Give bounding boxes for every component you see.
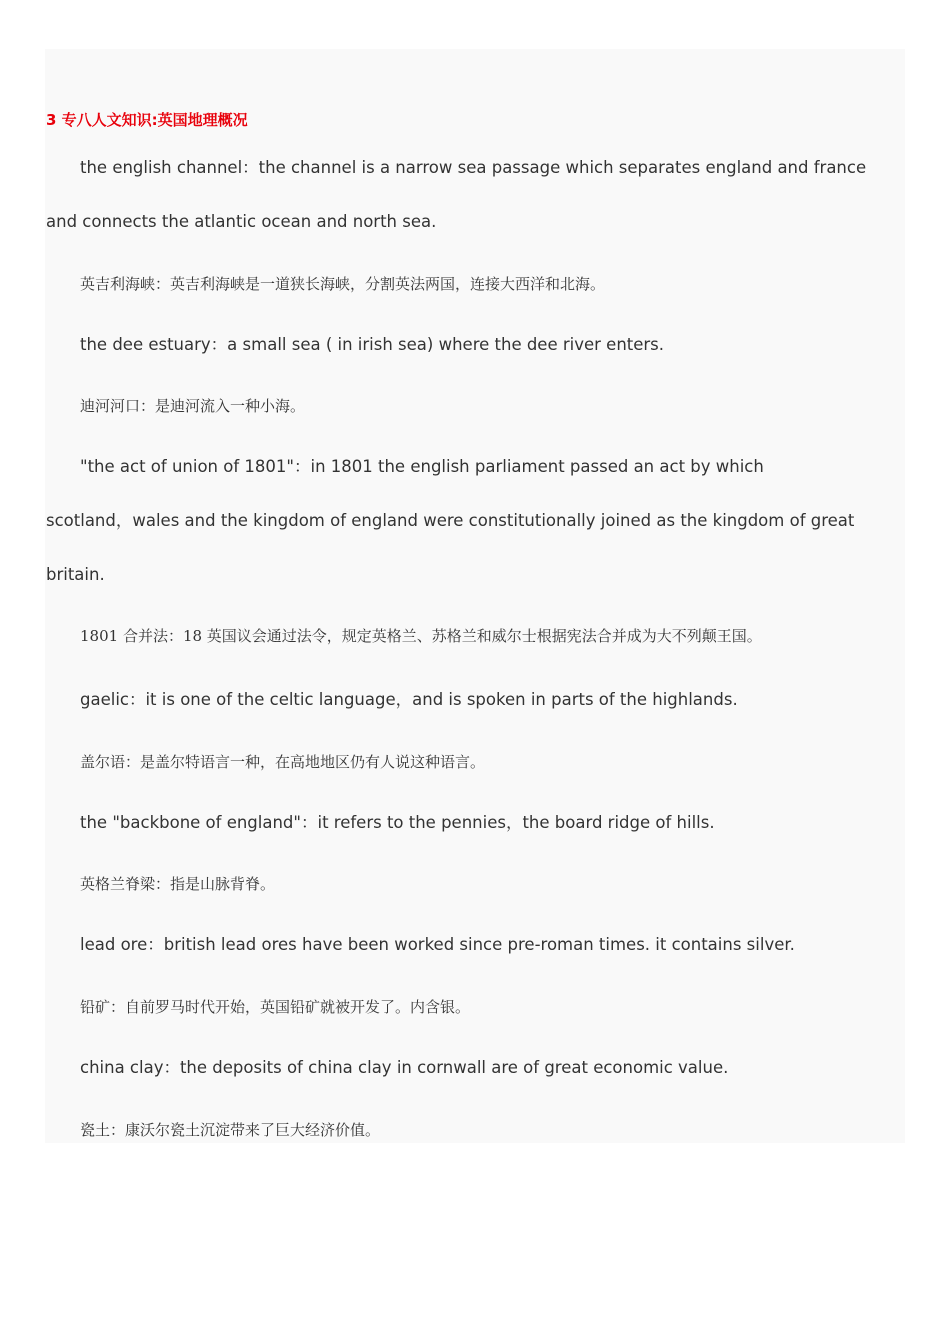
entry-english-line: the english channel：the channel is a narrow sea passage which separates england and france [80, 158, 867, 177]
entry-chinese-translation: 英格兰脊梁：指是山脉背脊。 [80, 875, 276, 893]
entry-chinese-translation: 1801 合并法：18 英国议会通过法令，规定英格兰、苏格兰和威尔士根据宪法合并成为大不列颠王国。 [80, 627, 762, 645]
entry-chinese-translation: 英吉利海峡：英吉利海峡是一道狭长海峡，分割英法两国，连接大西洋和北海。 [80, 275, 606, 293]
entry-english-line: china clay：the deposits of china clay in cornwall are of great economic value. [80, 1058, 729, 1077]
entry-english-line: the dee estuary：a small sea ( in irish sea) where the dee river enters. [80, 335, 665, 354]
entry-english-line: and connects the atlantic ocean and north sea. [46, 212, 437, 231]
entry-english-line: britain. [46, 565, 105, 584]
article-title: 3 专八人文知识:英国地理概况 [46, 111, 248, 129]
entry-chinese-translation: 盖尔语：是盖尔特语言一种，在高地地区仍有人说这种语言。 [80, 753, 486, 771]
entry-english-line: scotland，wales and the kingdom of england were constitutionally joined as the kingdom of great [46, 511, 855, 530]
entry-chinese-translation: 瓷土：康沃尔瓷土沉淀带来了巨大经济价值。 [80, 1121, 381, 1139]
entry-english-line: "the act of union of 1801"：in 1801 the english parliament passed an act by which [80, 457, 764, 476]
entry-chinese-translation: 迪河河口：是迪河流入一种小海。 [80, 397, 306, 415]
entry-english-line: lead ore：british lead ores have been worked since pre-roman times. it contains silver. [80, 935, 795, 954]
entry-english-line: gaelic：it is one of the celtic language，and is spoken in parts of the highlands. [80, 690, 738, 709]
entry-english-line: the "backbone of england"：it refers to the pennies，the board ridge of hills. [80, 813, 715, 832]
entry-chinese-translation: 铅矿：自前罗马时代开始，英国铅矿就被开发了。内含银。 [80, 998, 471, 1016]
